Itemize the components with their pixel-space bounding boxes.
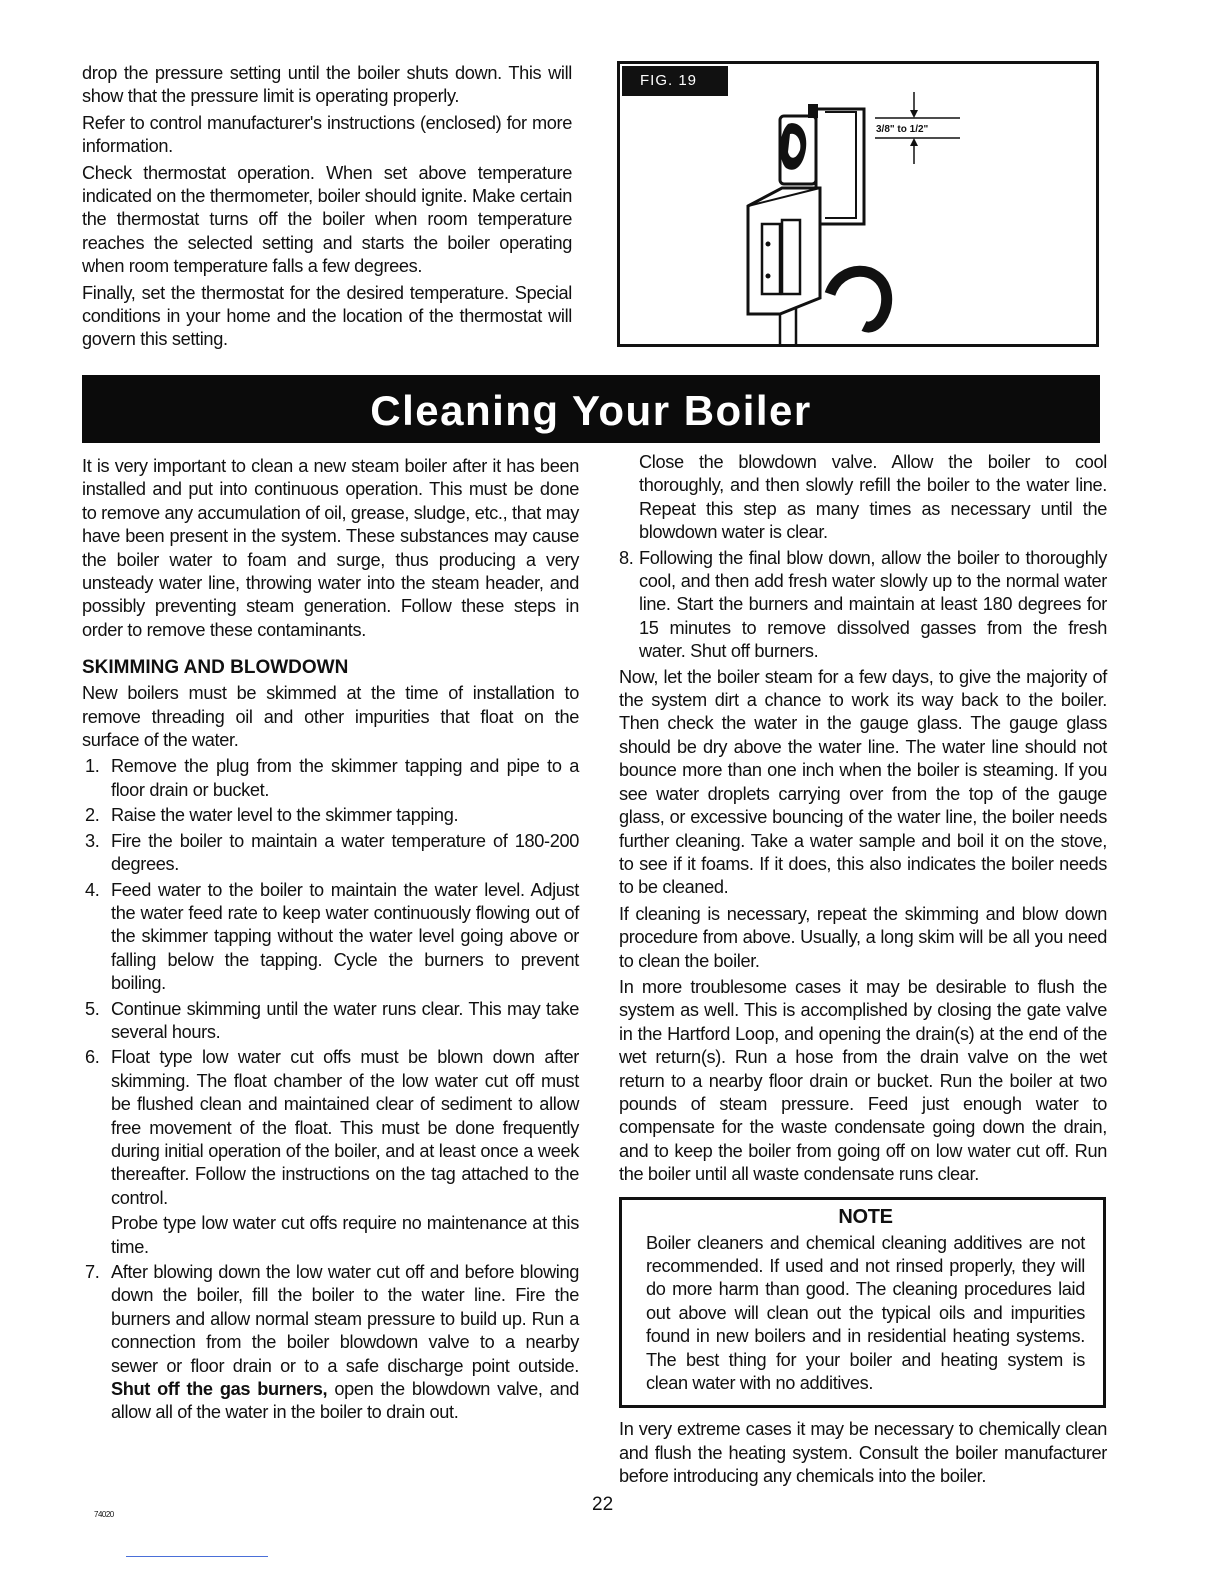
step-7: 7. After blowing down the low water cut off and before blowing down the boiler, fill the boiler to the water line. Fire the burners and allow normal steam pressure to build up. Run a connection from the boiler blowdown valve to a nearby sewer or floor drain or to a safe discharge point outside. Shut off the gas burners, open the blowdown valve, and allow all of the water in the boiler to drain out. — [85, 1262, 579, 1423]
note-text: Boiler cleaners and chemical cleaning additives are not recommended. If used and not rinsed properly, they will do more harm than good. The cleaning procedures laid out above will clean out the typical oils and impurities found in new boilers and in residential heating systems. The best thing for your boiler and heating system is clean water with no additives. — [646, 1232, 1085, 1394]
skimming-intro: New boilers must be skimmed at the time of installation to remove threading oil and other impurities that float on the surface of the water. — [82, 683, 579, 751]
control-instructions-paragraph: Refer to control manufacturer's instructions (enclosed) for more information. — [82, 112, 572, 157]
skimming-heading: SKIMMING AND BLOWDOWN — [82, 657, 349, 679]
step-2: 2. Raise the water level to the skimmer tapping. — [85, 805, 459, 826]
step-3: 3. Fire the boiler to maintain a water temperature of 180-200 degrees. — [85, 830, 579, 875]
right-column — [619, 451, 1107, 1492]
bottom-rule — [126, 1556, 268, 1557]
step-8: 8. Following the final blow down, allow the boiler to thoroughly cool, and then add fresh water slowly up to the normal water line. Start the burners and maintain at least 180 degrees for 15 minutes to remove dissolved gasses from the fresh water. Shut off burners. — [619, 547, 1107, 662]
thermostat-setting-paragraph: Finally, set the thermostat for the desired temperature. Special conditions in your home and the location of the thermostat will govern this setting. — [82, 282, 572, 350]
step-5: 5. Continue skimming until the water runs clear. This may take several hours. — [85, 998, 579, 1042]
top-left-text — [82, 62, 572, 355]
step-4: 4. Feed water to the boiler to maintain the water level. Adjust the water feed rate to keep water continuously flowing out of the skimmer tapping without the water level going above or falling below the tapping. Cycle the burners to prevent boiling. — [85, 879, 579, 994]
figure-19 — [617, 61, 1099, 347]
step-6: 6. Float type low water cut offs must be blown down after skimming. The float chamber of the low water cut off must be flushed clean and maintained clear of sediment to allow free movement of the float. This must be done frequently during initial operation of the boiler, and at least once a week thereafter. Follow the instructions on the tag attached to the control. — [85, 1047, 579, 1208]
section-banner: Cleaning Your Boiler — [82, 375, 1100, 443]
step-1: 1. Remove the plug from the skimmer tapping and pipe to a floor drain or bucket. — [85, 756, 579, 800]
repeat-cleaning-paragraph: If cleaning is necessary, repeat the skimming and blow down procedure from above. Usually, a long skim will be all you need to clean the boiler. — [619, 903, 1107, 971]
steps-list — [82, 755, 579, 1210]
thermostat-check-paragraph: Check thermostat operation. When set above temperature indicated on the thermometer, boiler should ignite. Make certain the thermostat turns off the boiler when room temperature reaches the selected setting and starts the boiler operating when room temperature falls a few degrees. — [82, 162, 572, 277]
left-column — [82, 455, 579, 1427]
step-7-continuation: Close the blowdown valve. Allow the boiler to cool thoroughly, and then slowly refill the boiler to the water line. Repeat this step as many times as necessary until the blowdown water is clear. — [639, 452, 1107, 543]
valve-illustration — [620, 64, 1102, 350]
document-code: 74020 — [94, 1510, 114, 1519]
flush-system-paragraph: In more troublesome cases it may be desirable to flush the system as well. This is accomplished by closing the gate valve in the Hartford Loop, and opening the drain(s) at the end of the wet return(s). Run a hose from the drain valve on the wet return to a nearby floor drain or bucket. Run the boiler at two pounds of steam pressure. Feed just enough water to compensate for the waste condensate going down the drain, and to keep the boiler from going off on low water cut off. Run the boiler until all waste condensate runs clear. — [619, 976, 1107, 1185]
note-box — [619, 1197, 1106, 1409]
page-number: 22 — [592, 1494, 614, 1515]
dimension-arrowhead-top — [910, 110, 918, 118]
figure-label: FIG. 19 — [622, 66, 728, 96]
dimension-label: 3/8" to 1/2" — [876, 124, 929, 135]
steam-check-paragraph: Now, let the boiler steam for a few days, to give the majority of the system dirt a chance to work its way back to the boiler. Then check the water in the gauge glass. The gauge glass should be dry above the water line. The water line should not bounce more than one inch when the boiler is steaming. If you see water droplets carrying over from the top of the gauge glass, or excessive bouncing of the water line, the boiler needs further cleaning. Take a water sample and boil it on the stove, to see if it foams. If it does, this also indicates the boiler needs to be cleaned. — [619, 666, 1107, 898]
pressure-limit-paragraph: drop the pressure setting until the boiler shuts down. This will show that the pressure limit is operating properly. — [82, 63, 572, 107]
intro-paragraph: It is very important to clean a new steam boiler after it has been installed and put into continuous operation. This must be done to remove any accumulation of oil, grease, sludge, etc., that may have been present in the system. These substances may cause the boiler water to foam and surge, thus producing a very unsteady water line, throwing water into the steam header, and possibly preventing steam generation. Follow these steps in order to remove these contaminants. — [82, 456, 579, 640]
note-title: NOTE — [838, 1205, 893, 1228]
step-6-probe-note: Probe type low water cut offs require no maintenance at this time. — [111, 1213, 579, 1257]
shut-off-warning: Shut off the gas burners, — [111, 1379, 328, 1400]
siphon-loop — [830, 271, 887, 327]
chemical-cleaning-paragraph: In very extreme cases it may be necessary to chemically clean and flush the heating system. Consult the boiler manufacturer before introducing any chemicals into the boiler. — [619, 1419, 1107, 1487]
